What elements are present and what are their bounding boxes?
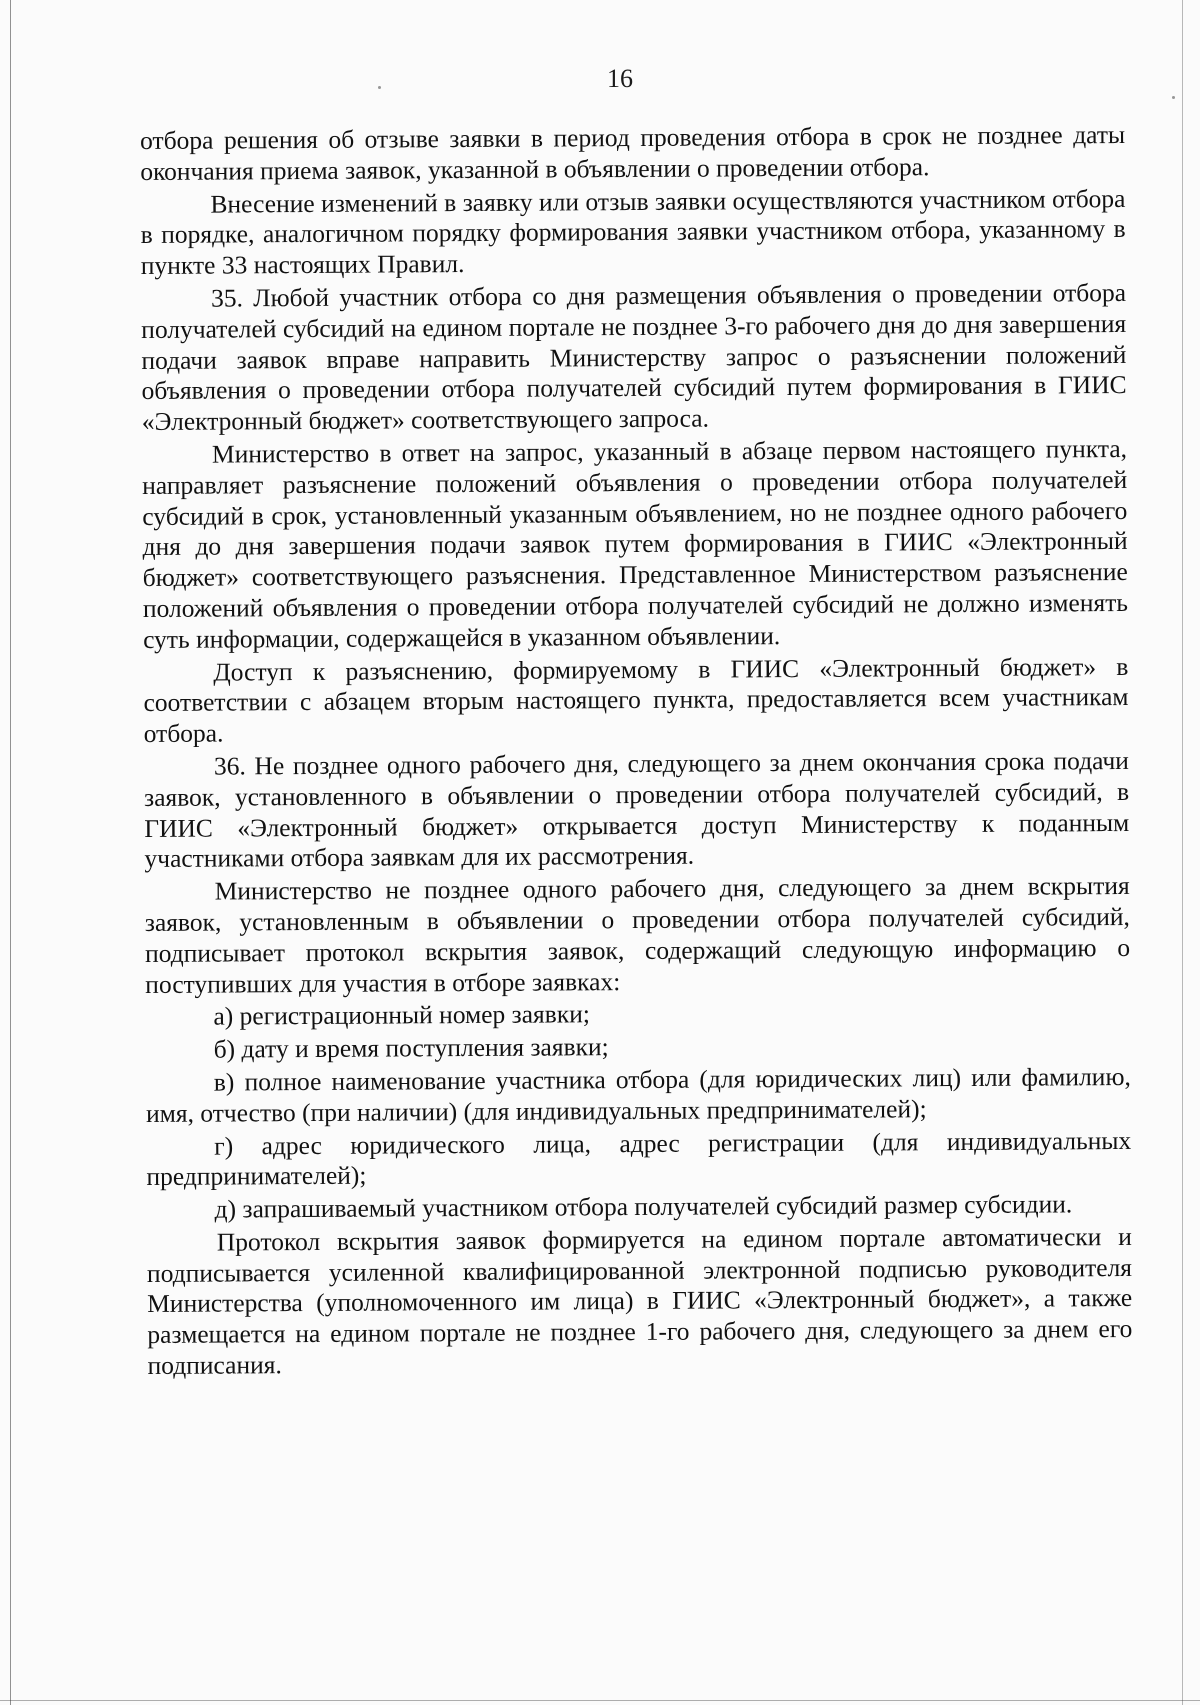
list-item-g: г) адрес юридического лица, адрес регистрации (для индивидуальных предпринимателей); xyxy=(146,1125,1132,1192)
paragraph-protocol-publication: Протокол вскрытия заявок формируется на едином портале автоматически и подписывается усиленной квалифицированной электронной подписью руководителя Министерства (уполномоченного им лица) в ГИИС «Электронный бюджет», а также размещается на едином портале не позднее 1-го рабочего дня, следующего за днем его подписания. xyxy=(146,1221,1133,1381)
paragraph-ministry-response: Министерство в ответ на запрос, указанный в абзаце первом настоящего пункта, направляет разъяснение положений объявления о проведении отбора получателей субсидий в срок, установленный указанным объявлением, но не позднее одного рабочего дня до дня завершения подачи заявок путем формирования в ГИИС «Электронный бюджет» соответствующего разъяснения. Представленное Министерством разъяснение положений объявления о проведении отбора получателей субсидий не должно изменять суть информации, содержащейся в указанном объявлении. xyxy=(142,433,1129,654)
list-item-d: д) запрашиваемый участником отбора получателей субсидий размер субсидии. xyxy=(214,1189,1073,1224)
scan-edge-bottom xyxy=(0,1700,1200,1701)
paragraph-opening-protocol: Министерство не позднее одного рабочего дня, следующего за днем вскрытия заявок, установленным в объявлении о проведении отбора получателей субсидий, подписывает протокол вскрытия заявок, содержащий следующую информацию о поступивших для участия в отборе заявках: xyxy=(144,871,1131,999)
scan-speck xyxy=(1172,96,1175,99)
paragraph-clause-36: 36. Не позднее одного рабочего дня, следующего за днем окончания срока подачи заявок, установленного в объявлении о проведении отбора получателей субсидий, в ГИИС «Электронный бюджет» открывается доступ Министерству к поданным участниками отбора заявкам для их рассмотрения. xyxy=(144,745,1130,874)
scan-edge-right xyxy=(1182,0,1183,1705)
paragraph-access-clarification: Доступ к разъяснению, формируемому в ГИИС «Электронный бюджет» в соответствии с абзацем вторым настоящего пункта, предоставляется всем участникам отбора. xyxy=(143,651,1129,749)
list-item-b: б) дату и время поступления заявки; xyxy=(213,1032,609,1064)
list-item-v: в) полное наименование участника отбора (для юридических лиц) или фамилию, имя, отчество (при наличии) (для индивидуальных предпринимателей); xyxy=(145,1061,1131,1128)
paragraph-clause-35: 35. Любой участник отбора со дня размещения объявления о проведении отбора получателей субсидий на едином портале не позднее 3-го рабочего дня до дня завершения подачи заявок вправе направить Министерству запрос о разъяснении положений объявления о проведении отбора получателей субсидий путем формирования в ГИИС «Электронный бюджет» соответствующего запроса. xyxy=(141,277,1127,437)
paragraph-amendment: Внесение изменений в заявку или отзыв заявки осуществляются участником отбора в порядке, аналогичном порядку формирования заявки участником отбора, указанному в пункте 33 настоящих Правил. xyxy=(140,183,1126,281)
paragraph-continuation: отбора решения об отзыве заявки в период проведения отбора в срок не позднее даты окончания приема заявок, указанной в объявлении о проведении отбора. xyxy=(140,119,1126,186)
scan-edge-left xyxy=(10,0,11,1705)
list-item-a: а) регистрационный номер заявки; xyxy=(213,999,590,1031)
document-body xyxy=(140,120,1133,1384)
page-number: 16 xyxy=(607,64,633,93)
